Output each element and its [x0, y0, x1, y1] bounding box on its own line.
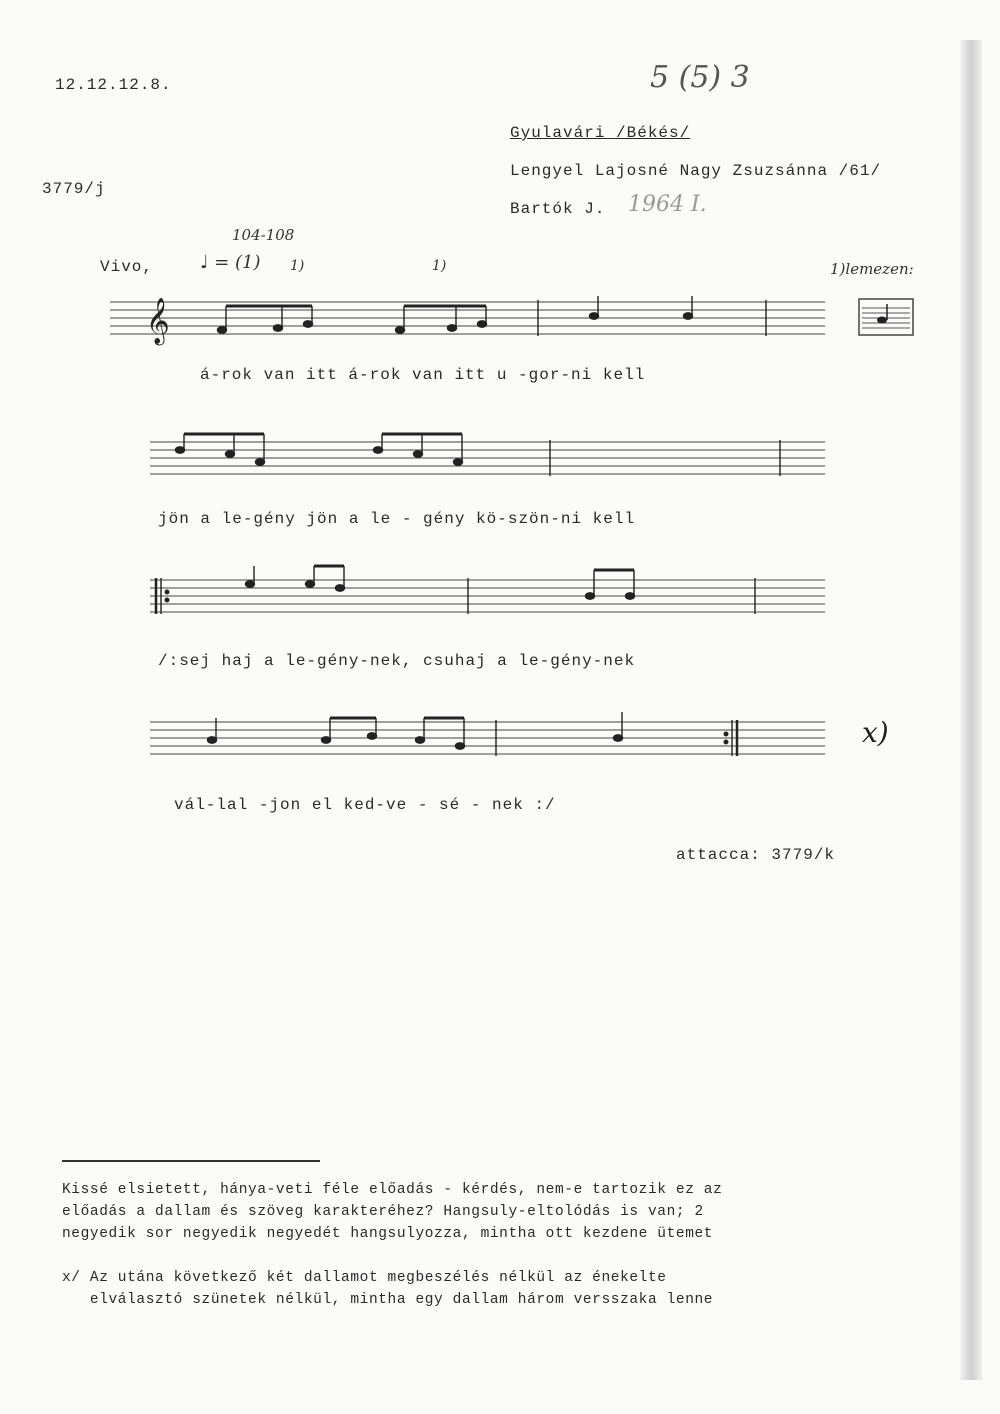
- recording-staff-sketch: [858, 298, 914, 338]
- footnote-marker: 1): [432, 258, 447, 274]
- footnote-x-line-1: x/ Az utána következő két dallamot megbeszélés nélkül az énekelte: [62, 1270, 667, 1286]
- collector-note: 1964 I.: [628, 192, 707, 217]
- lyrics-line-1: á-rok van itt á-rok van itt u -gor-ni kell: [200, 366, 646, 384]
- footnote-marker: 1): [290, 258, 305, 274]
- metronome-marking: ♩ = (1): [200, 252, 261, 273]
- music-staff-1: [100, 296, 830, 356]
- metronome-range: 104-108: [232, 226, 295, 244]
- music-staff-3: [150, 574, 830, 634]
- final-x-mark: x): [862, 716, 889, 749]
- footnote-line-3: negyedik sor negyedik negyedét hangsulyozza, mintha ott kezdene ütemet: [62, 1226, 714, 1242]
- recording-note: 1)lemezen:: [830, 260, 914, 278]
- tempo-marking: Vivo,: [100, 258, 154, 276]
- footnote-x-line-2: elválasztó szünetek nélkül, mintha egy dallam három versszaka lenne: [62, 1292, 714, 1308]
- lyrics-line-4: vál-lal -jon el ked-ve - sé - nek :/: [174, 796, 556, 814]
- music-staff-4: [150, 716, 830, 776]
- attacca-note: attacca: 3779/k: [676, 846, 836, 864]
- footnote-separator: [62, 1160, 320, 1162]
- svg-text:𝄞: 𝄞: [146, 298, 170, 344]
- collector: Bartók J.: [510, 200, 606, 218]
- lyrics-line-3: /:sej haj a le-gény-nek, csuhaj a le-gény-nek: [158, 652, 636, 670]
- paper-edge-shadow: [960, 40, 982, 1380]
- page-marks: 5 (5) 3: [650, 60, 750, 95]
- informant: Lengyel Lajosné Nagy Zsuzsánna /61/: [510, 162, 882, 180]
- catalog-number: 3779/j: [42, 180, 106, 198]
- footnote-line-1: Kissé elsietett, hánya-veti féle előadás - kérdés, nem-e tartozik ez az: [62, 1182, 723, 1198]
- location: Gyulavári /Békés/: [510, 124, 691, 142]
- footnote-line-2: előadás a dallam és szöveg karakteréhez? Hangsuly-eltolódás is van; 2: [62, 1204, 704, 1220]
- lyrics-line-2: jön a le-gény jön a le - gény kö-szön-ni kell: [158, 510, 636, 528]
- music-staff-2: [150, 436, 830, 496]
- date-stamp: 12.12.12.8.: [55, 76, 172, 94]
